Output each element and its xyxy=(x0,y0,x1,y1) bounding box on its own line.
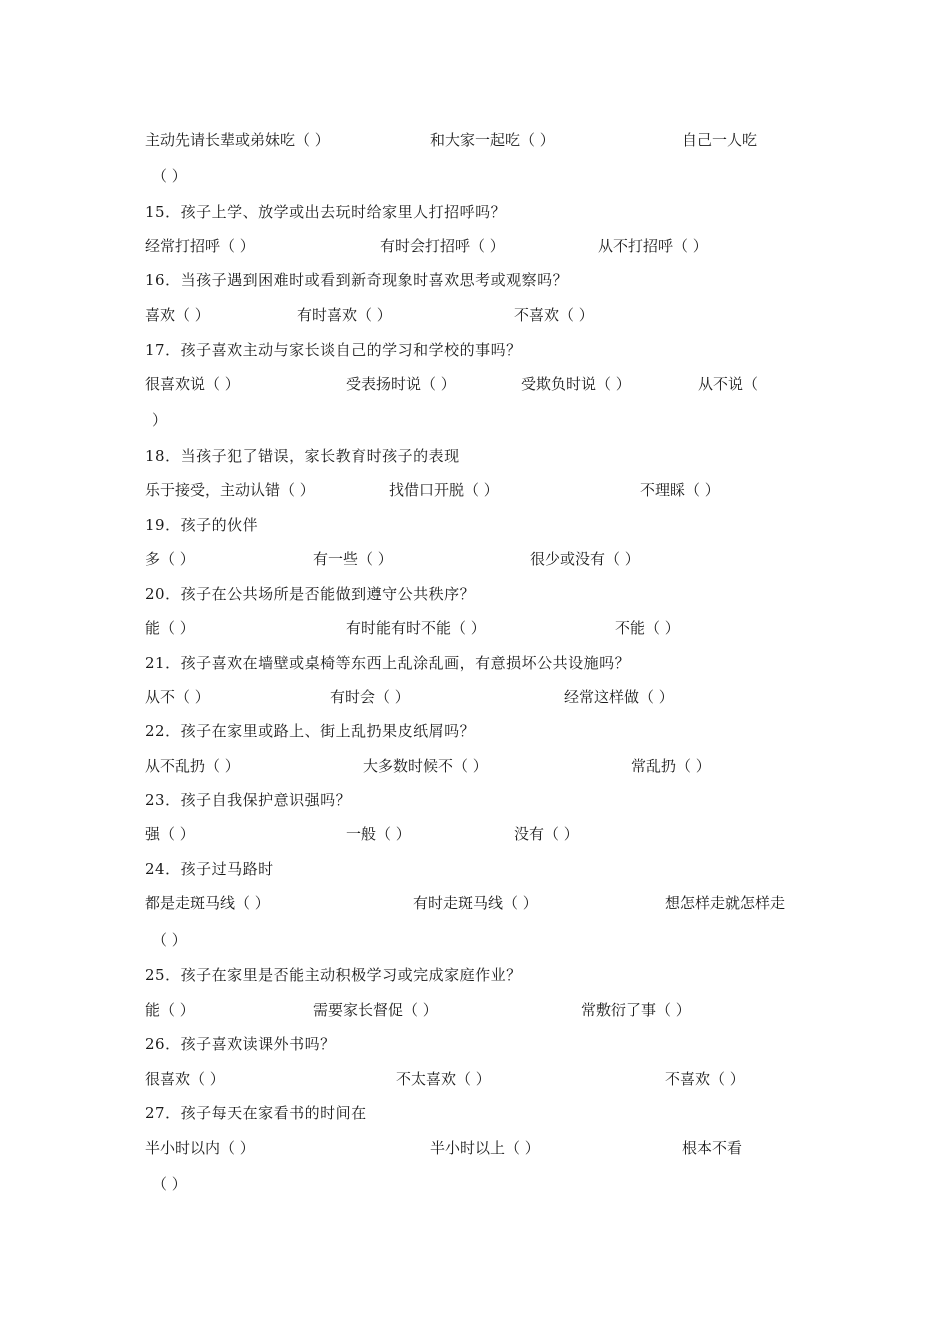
answer-option: （ ） xyxy=(152,167,187,185)
answer-option: 需要家长督促（ ） xyxy=(313,1001,438,1019)
answer-option: 主动先请长辈或弟妹吃（ ） xyxy=(145,131,330,149)
question-text: 19．孩子的伙伴 xyxy=(145,516,259,534)
question-text: 25．孩子在家里是否能主动积极学习或完成家庭作业？ xyxy=(145,966,522,984)
answer-option: 很喜欢说（ ） xyxy=(145,375,240,393)
answer-option: ） xyxy=(152,411,168,429)
answer-option: 想怎样走就怎样走 xyxy=(665,894,786,912)
answer-option: 自己一人吃 xyxy=(682,131,758,149)
answer-option: 强（ ） xyxy=(145,825,195,843)
answer-option: 半小时以上（ ） xyxy=(430,1139,540,1157)
answer-option: 受欺负时说（ ） xyxy=(521,375,631,393)
question-text: 21．孩子喜欢在墙壁或桌椅等东西上乱涂乱画，有意损坏公共设施吗？ xyxy=(145,654,631,672)
question-text: 26．孩子喜欢读课外书吗？ xyxy=(145,1035,336,1053)
answer-option: （ ） xyxy=(152,1175,187,1193)
answer-option: 不喜欢（ ） xyxy=(665,1070,745,1088)
answer-option: 从不打招呼（ ） xyxy=(598,237,708,255)
answer-option: 一般（ ） xyxy=(346,825,411,843)
answer-option: 经常这样做（ ） xyxy=(564,688,674,706)
answer-option: 和大家一起吃（ ） xyxy=(430,131,555,149)
answer-option: 很喜欢（ ） xyxy=(145,1070,225,1088)
question-text: 22．孩子在家里或路上、街上乱扔果皮纸屑吗？ xyxy=(145,722,476,740)
answer-option: 受表扬时说（ ） xyxy=(346,375,456,393)
question-text: 15．孩子上学、放学或出去玩时给家里人打招呼吗？ xyxy=(145,203,507,221)
question-text: 27．孩子每天在家看书的时间在 xyxy=(145,1104,367,1122)
answer-option: 没有（ ） xyxy=(514,825,579,843)
answer-option: 有时喜欢（ ） xyxy=(297,306,392,324)
answer-option: 能（ ） xyxy=(145,619,195,637)
answer-option: 从不说（ xyxy=(698,375,759,393)
answer-option: 有时能有时不能（ ） xyxy=(346,619,486,637)
answer-option: 从不乱扔（ ） xyxy=(145,757,240,775)
answer-option: 多（ ） xyxy=(145,550,195,568)
answer-option: 很少或没有（ ） xyxy=(530,550,640,568)
answer-option: 乐于接受，主动认错（ ） xyxy=(145,481,315,499)
answer-option: 常乱扔（ ） xyxy=(631,757,711,775)
question-text: 16．当孩子遇到困难时或看到新奇现象时喜欢思考或观察吗？ xyxy=(145,271,569,289)
answer-option: 能（ ） xyxy=(145,1001,195,1019)
answer-option: 不能（ ） xyxy=(615,619,680,637)
answer-option: 找借口开脱（ ） xyxy=(389,481,499,499)
question-text: 23．孩子自我保护意识强吗？ xyxy=(145,791,352,809)
answer-option: 半小时以内（ ） xyxy=(145,1139,255,1157)
answer-option: 有时会打招呼（ ） xyxy=(380,237,505,255)
answer-option: 有时会（ ） xyxy=(330,688,410,706)
answer-option: 有时走斑马线（ ） xyxy=(413,894,538,912)
answer-option: 不理睬（ ） xyxy=(640,481,720,499)
answer-option: 从不（ ） xyxy=(145,688,210,706)
question-text: 17．孩子喜欢主动与家长谈自己的学习和学校的事吗？ xyxy=(145,341,522,359)
answer-option: （ ） xyxy=(152,931,187,949)
answer-option: 根本不看 xyxy=(682,1139,743,1157)
question-text: 20．孩子在公共场所是否能做到遵守公共秩序？ xyxy=(145,585,476,603)
answer-option: 常敷衍了事（ ） xyxy=(581,1001,691,1019)
answer-option: 大多数时候不（ ） xyxy=(363,757,488,775)
answer-option: 喜欢（ ） xyxy=(145,306,210,324)
answer-option: 不喜欢（ ） xyxy=(514,306,594,324)
answer-option: 经常打招呼（ ） xyxy=(145,237,255,255)
question-text: 24．孩子过马路时 xyxy=(145,860,274,878)
answer-option: 不太喜欢（ ） xyxy=(396,1070,491,1088)
question-text: 18．当孩子犯了错误，家长教育时孩子的表现 xyxy=(145,447,460,465)
answer-option: 都是走斑马线（ ） xyxy=(145,894,270,912)
answer-option: 有一些（ ） xyxy=(313,550,393,568)
